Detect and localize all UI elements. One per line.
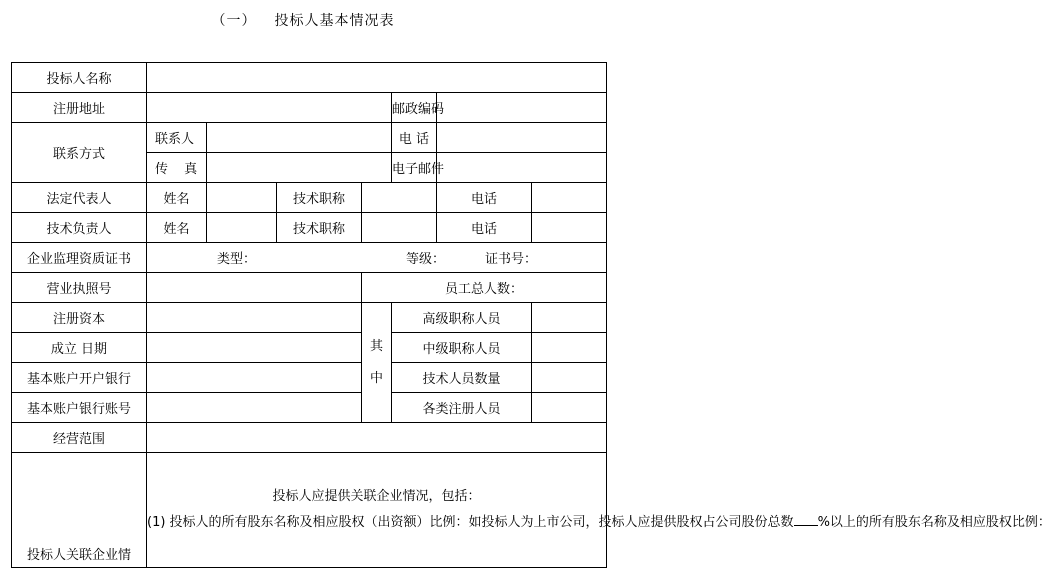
label-total-staff: 员工总人数： [362, 273, 607, 303]
field-tech-title-2[interactable] [362, 213, 437, 243]
row-bank-account [12, 393, 607, 423]
field-license-no[interactable] [147, 273, 362, 303]
label-reg-capital: 注册资本 [12, 303, 147, 333]
field-phone-3[interactable] [532, 213, 607, 243]
row-bank [12, 363, 607, 393]
label-contact-method: 联系方式 [12, 123, 147, 183]
row-tech-lead [12, 213, 607, 243]
field-tech-title-1[interactable] [362, 183, 437, 213]
field-founded-date[interactable] [147, 333, 362, 363]
row-reg-address [12, 93, 607, 123]
label-name-2: 姓名 [147, 213, 207, 243]
label-tech-staff: 技术人员数量 [392, 363, 532, 393]
field-email[interactable] [437, 153, 607, 183]
field-related-desc [147, 453, 1051, 568]
field-bank[interactable] [147, 363, 362, 393]
label-contact-person: 联系人 [147, 123, 207, 153]
row-legal-rep [12, 183, 607, 213]
field-phone-1[interactable] [437, 123, 607, 153]
field-name-1[interactable] [207, 183, 277, 213]
field-postal-code[interactable] [437, 93, 607, 123]
field-bank-account[interactable] [147, 393, 362, 423]
field-mid-title[interactable] [532, 333, 607, 363]
related-line-1: 投标人应提供关联企业情况，包括： [272, 489, 481, 504]
label-bank: 基本账户开户银行 [12, 363, 147, 393]
label-phone-1: 电 话 [392, 123, 437, 153]
field-registered-staff[interactable] [532, 393, 607, 423]
label-name-1: 姓名 [147, 183, 207, 213]
bidder-info-table [11, 62, 1051, 568]
label-postal-code: 邮政编码 [392, 93, 437, 123]
field-contact-person[interactable] [207, 123, 392, 153]
field-business-scope[interactable] [147, 423, 607, 453]
label-tech-title-1: 技术职称 [277, 183, 362, 213]
title-text: 投标人基本情况表 [274, 13, 395, 29]
label-tech-lead: 技术负责人 [12, 213, 147, 243]
label-legal-rep: 法定代表人 [12, 183, 147, 213]
row-contact-1 [12, 123, 607, 153]
label-business-scope: 经营范围 [12, 423, 147, 453]
blank-fill[interactable] [794, 513, 818, 526]
row-license [12, 273, 607, 303]
label-type: 类型： [217, 252, 257, 267]
field-qual-cert[interactable] [147, 243, 607, 273]
row-reg-capital [12, 303, 607, 333]
label-phone-2: 电话 [437, 183, 532, 213]
row-qual-cert [12, 243, 607, 273]
field-bidder-name[interactable] [147, 63, 607, 93]
field-name-2[interactable] [207, 213, 277, 243]
field-fax[interactable] [207, 153, 392, 183]
row-business-scope [12, 423, 607, 453]
label-grade: 等级： [406, 252, 446, 267]
label-senior-title: 高级职称人员 [392, 303, 532, 333]
label-qual-cert: 企业监理资质证书 [12, 243, 147, 273]
row-bidder-name [12, 63, 607, 93]
label-founded-date: 成立 日期 [12, 333, 147, 363]
row-related [12, 453, 607, 568]
label-fax: 传 真 [147, 153, 207, 183]
row-founded [12, 333, 607, 363]
page-title [0, 10, 606, 30]
label-among: 其 中 [362, 303, 392, 423]
label-bank-account: 基本账户银行账号 [12, 393, 147, 423]
label-reg-address: 注册地址 [12, 93, 147, 123]
label-bidder-name: 投标人名称 [12, 63, 147, 93]
field-tech-staff[interactable] [532, 363, 607, 393]
field-senior-title[interactable] [532, 303, 607, 333]
label-cert-no: 证书号： [485, 252, 538, 267]
field-reg-capital[interactable] [147, 303, 362, 333]
label-email: 电子邮件 [392, 153, 437, 183]
label-related: 投标人关联企业情 [12, 453, 147, 568]
related-line-2: (1) 投标人的所有股东名称及相应股权（出资额）比例：如投标人为上市公司，投标人应提供股权占公司股份总数 %以上的所有股东名称及相应股权比例： [147, 515, 1051, 530]
label-registered-staff: 各类注册人员 [392, 393, 532, 423]
field-reg-address[interactable] [147, 93, 392, 123]
label-phone-3: 电话 [437, 213, 532, 243]
label-license-no: 营业执照号 [12, 273, 147, 303]
label-tech-title-2: 技术职称 [277, 213, 362, 243]
field-phone-2[interactable] [532, 183, 607, 213]
label-mid-title: 中级职称人员 [392, 333, 532, 363]
title-number: （一） [211, 13, 257, 29]
